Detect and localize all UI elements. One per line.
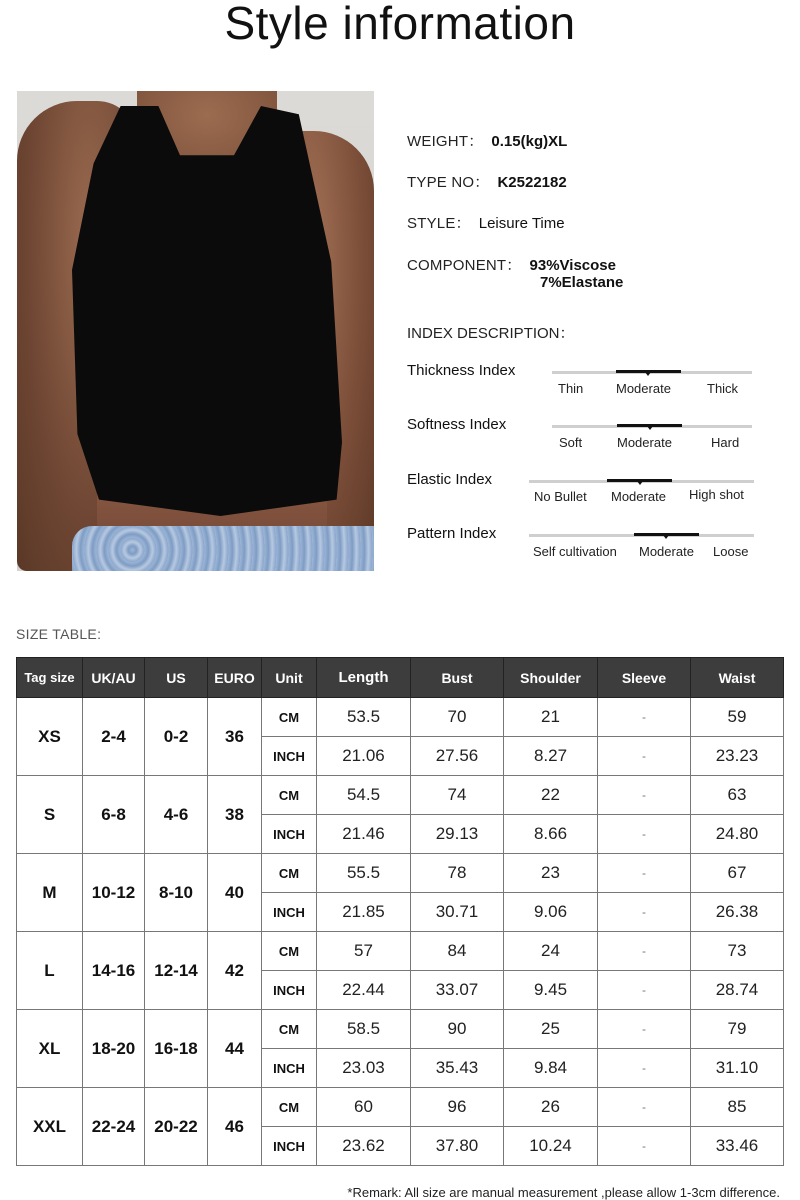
component-value-2: 7%Elastane: [540, 274, 624, 291]
euro: 46: [208, 1088, 262, 1166]
table-row-xs-cm: [17, 698, 784, 737]
col-uk-au: UK/AU: [83, 658, 145, 698]
col-shoulder: Shoulder: [504, 658, 598, 698]
unit: INCH: [262, 893, 317, 932]
waist: 24.80: [691, 815, 784, 854]
index-option: Loose: [713, 544, 749, 559]
col-length: Length: [317, 658, 411, 698]
col-unit: Unit: [262, 658, 317, 698]
length: 57: [317, 932, 411, 971]
shoulder: 25: [504, 1010, 598, 1049]
waist: 73: [691, 932, 784, 971]
bust: 37.80: [411, 1127, 504, 1166]
sleeve: -: [598, 932, 691, 971]
unit: CM: [262, 698, 317, 737]
bust: 74: [411, 776, 504, 815]
sleeve: -: [598, 1049, 691, 1088]
bust: 96: [411, 1088, 504, 1127]
index-option-selected: Moderate: [616, 381, 671, 396]
unit: CM: [262, 854, 317, 893]
col-bust: Bust: [411, 658, 504, 698]
waist: 31.10: [691, 1049, 784, 1088]
unit: CM: [262, 932, 317, 971]
unit: INCH: [262, 1127, 317, 1166]
shoulder: 10.24: [504, 1127, 598, 1166]
size-table-header: [17, 658, 784, 698]
shoulder: 24: [504, 932, 598, 971]
tag-size: XXL: [17, 1088, 83, 1166]
uk-au: 22-24: [83, 1088, 145, 1166]
waist: 59: [691, 698, 784, 737]
waist: 33.46: [691, 1127, 784, 1166]
shoulder: 23: [504, 854, 598, 893]
index-option-selected: Moderate: [639, 544, 694, 559]
style-label: STYLE：: [407, 215, 471, 232]
component-row: [407, 254, 616, 275]
table-row-l-cm: [17, 932, 784, 971]
euro: 42: [208, 932, 262, 1010]
bust: 35.43: [411, 1049, 504, 1088]
length: 55.5: [317, 854, 411, 893]
shoulder: 8.27: [504, 737, 598, 776]
bust: 29.13: [411, 815, 504, 854]
remark-note: *Remark: All size are manual measurement ,please allow 1-3cm difference.: [347, 1185, 780, 1200]
index-name: Pattern Index: [407, 525, 497, 542]
size-table: [16, 657, 784, 1166]
length: 22.44: [317, 971, 411, 1010]
page-title: Style information: [224, 0, 576, 49]
style-row: [407, 212, 565, 233]
length: 21.06: [317, 737, 411, 776]
index-option-selected: Moderate: [617, 435, 672, 450]
index-option: Soft: [559, 435, 583, 450]
sleeve: -: [598, 893, 691, 932]
shoulder: 26: [504, 1088, 598, 1127]
type-no-row: [407, 171, 567, 192]
sleeve: -: [598, 854, 691, 893]
waist: 67: [691, 854, 784, 893]
length: 53.5: [317, 698, 411, 737]
waist: 23.23: [691, 737, 784, 776]
length: 54.5: [317, 776, 411, 815]
indicator-arrow-icon: [647, 426, 653, 430]
uk-au: 18-20: [83, 1010, 145, 1088]
index-thickness: [407, 362, 767, 408]
index-option-selected: Moderate: [611, 489, 666, 504]
col-waist: Waist: [691, 658, 784, 698]
table-row-xxl-cm: [17, 1088, 784, 1127]
uk-au: 6-8: [83, 776, 145, 854]
bust: 30.71: [411, 893, 504, 932]
waist: 79: [691, 1010, 784, 1049]
component-value-1: 93%Viscose: [529, 257, 616, 274]
unit: INCH: [262, 1049, 317, 1088]
sleeve: -: [598, 971, 691, 1010]
tag-size: L: [17, 932, 83, 1010]
bust: 78: [411, 854, 504, 893]
sleeve: -: [598, 737, 691, 776]
photo-tank-top: [72, 106, 342, 516]
uk-au: 10-12: [83, 854, 145, 932]
style-value: Leisure Time: [478, 215, 565, 232]
table-row-m-cm: [17, 854, 784, 893]
us: 20-22: [145, 1088, 208, 1166]
col-euro: EURO: [208, 658, 262, 698]
index-option: Thin: [558, 381, 584, 396]
us: 12-14: [145, 932, 208, 1010]
indicator-arrow-icon: [645, 372, 651, 376]
index-name: Softness Index: [407, 416, 507, 433]
bust: 84: [411, 932, 504, 971]
table-row-s-cm: [17, 776, 784, 815]
component-label: COMPONENT：: [407, 257, 522, 274]
index-description-title: INDEX DESCRIPTION：: [407, 325, 575, 342]
weight-value: 0.15(kg)XL: [491, 133, 568, 150]
indicator-arrow-icon: [637, 481, 643, 485]
shoulder: 8.66: [504, 815, 598, 854]
bust: 27.56: [411, 737, 504, 776]
index-option: No Bullet: [534, 489, 587, 504]
sleeve: -: [598, 1088, 691, 1127]
index-name: Thickness Index: [407, 362, 516, 379]
bust: 90: [411, 1010, 504, 1049]
type-no-value: K2522182: [497, 174, 567, 191]
uk-au: 14-16: [83, 932, 145, 1010]
sleeve: -: [598, 1127, 691, 1166]
length: 58.5: [317, 1010, 411, 1049]
us: 4-6: [145, 776, 208, 854]
product-photo: [17, 91, 374, 571]
index-option: Thick: [707, 381, 739, 396]
bust: 70: [411, 698, 504, 737]
length: 21.85: [317, 893, 411, 932]
euro: 36: [208, 698, 262, 776]
unit: CM: [262, 1010, 317, 1049]
us: 16-18: [145, 1010, 208, 1088]
uk-au: 2-4: [83, 698, 145, 776]
tag-size: S: [17, 776, 83, 854]
tag-size: XL: [17, 1010, 83, 1088]
us: 8-10: [145, 854, 208, 932]
tag-size: XS: [17, 698, 83, 776]
index-elastic: [407, 471, 767, 517]
shoulder: 9.45: [504, 971, 598, 1010]
unit: INCH: [262, 971, 317, 1010]
unit: INCH: [262, 815, 317, 854]
shoulder: 9.06: [504, 893, 598, 932]
col-tag-size: Tag size: [17, 658, 83, 698]
table-row-xl-cm: [17, 1010, 784, 1049]
us: 0-2: [145, 698, 208, 776]
length: 21.46: [317, 815, 411, 854]
index-name: Elastic Index: [407, 471, 493, 488]
sleeve: -: [598, 815, 691, 854]
index-option: Hard: [711, 435, 740, 450]
euro: 38: [208, 776, 262, 854]
tag-size: M: [17, 854, 83, 932]
shoulder: 9.84: [504, 1049, 598, 1088]
col-us: US: [145, 658, 208, 698]
weight-row: [407, 130, 567, 151]
indicator-arrow-icon: [663, 535, 669, 539]
sleeve: -: [598, 1010, 691, 1049]
sleeve: -: [598, 698, 691, 737]
shoulder: 22: [504, 776, 598, 815]
type-no-label: TYPE NO：: [407, 174, 490, 191]
index-option: High shot: [689, 487, 744, 502]
waist: 28.74: [691, 971, 784, 1010]
length: 23.03: [317, 1049, 411, 1088]
waist: 26.38: [691, 893, 784, 932]
length: 60: [317, 1088, 411, 1127]
unit: CM: [262, 1088, 317, 1127]
unit: INCH: [262, 737, 317, 776]
waist: 63: [691, 776, 784, 815]
bust: 33.07: [411, 971, 504, 1010]
index-pattern: [407, 525, 767, 571]
shoulder: 21: [504, 698, 598, 737]
index-option: Self cultivation: [533, 544, 617, 559]
euro: 44: [208, 1010, 262, 1088]
unit: CM: [262, 776, 317, 815]
waist: 85: [691, 1088, 784, 1127]
euro: 40: [208, 854, 262, 932]
index-softness: [407, 416, 767, 462]
photo-jeans: [72, 526, 374, 571]
col-sleeve: Sleeve: [598, 658, 691, 698]
sleeve: -: [598, 776, 691, 815]
size-table-label: SIZE TABLE:: [16, 626, 102, 642]
length: 23.62: [317, 1127, 411, 1166]
weight-label: WEIGHT：: [407, 133, 484, 150]
